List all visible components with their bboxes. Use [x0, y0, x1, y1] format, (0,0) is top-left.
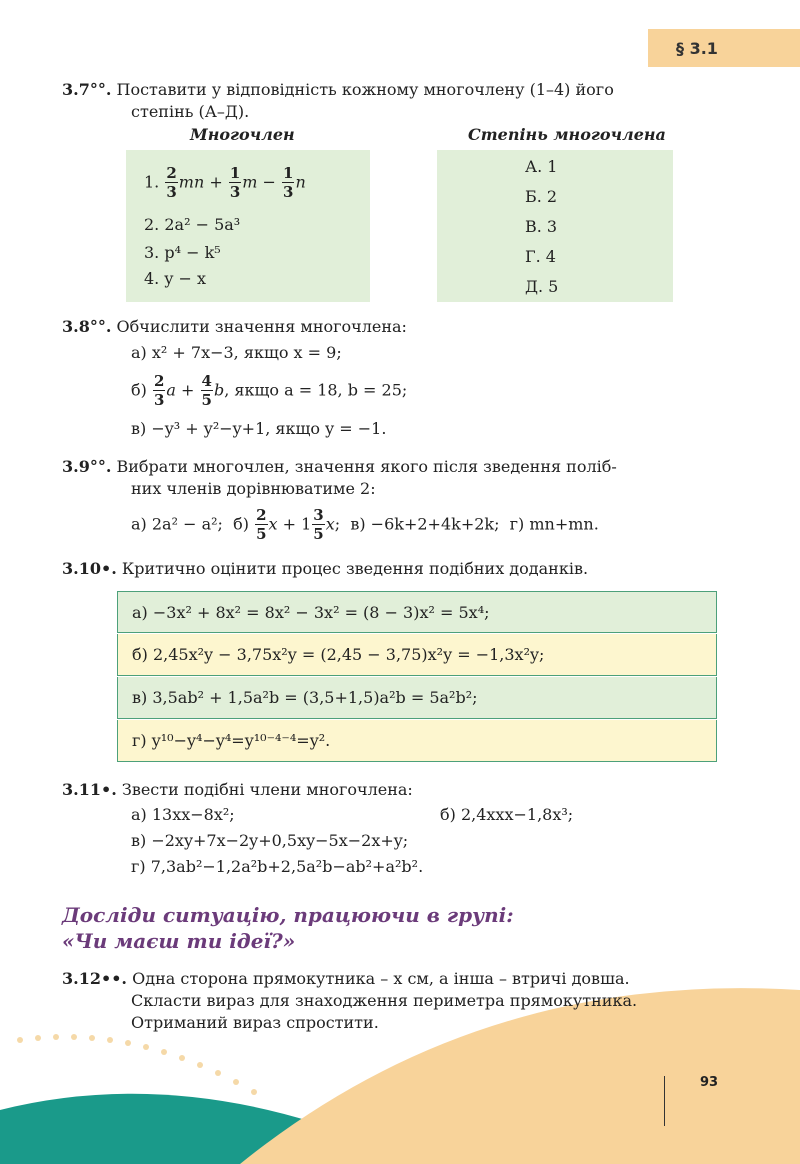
exercise-3-12-line3: Отриманий вираз спростити.	[131, 1013, 379, 1032]
exercise-3-8: 3.8°°. Обчислити значення многочлена:	[62, 317, 407, 336]
page-number-divider	[664, 1076, 665, 1126]
degree-box	[437, 150, 673, 302]
polynomial-item-3: 3. p⁴ − k⁵	[144, 243, 221, 262]
degree-option-a: А. 1	[525, 157, 558, 176]
exercise-text-cont: степінь (А–Д).	[131, 102, 250, 121]
exercise-3-8-b: б) $\frac{2}{3}$ a + $\frac{4}{5}$ b, якщо a = 18, b = 25;	[131, 372, 408, 409]
exercise-3-9-options: а) 2a² − a²; б) $\frac{2}{5}$ x + 1 $\frac{3}{5}$ x; в) −6k+2+4k+2k; г) mn+mn.	[131, 506, 599, 543]
exercise-3-10: 3.10•. Критично оцінити процес зведення подібних доданків.	[62, 559, 589, 578]
exercise-text: Поставити у відповідність кожному многочлену (1–4) його	[116, 80, 614, 99]
degree-option-e: Д. 5	[525, 277, 559, 296]
exercise-3-7	[62, 79, 614, 101]
section-tab: § 3.1	[648, 29, 800, 67]
evaluation-row-c: в) 3,5ab² + 1,5a²b = (3,5+1,5)a²b = 5a²b²;	[117, 677, 717, 719]
exercise-3-8-c: в) −y³ + y²−y+1, якщо y = −1.	[131, 419, 387, 438]
column-header-degree: Степінь многочлена	[468, 125, 666, 144]
degree-option-d: Г. 4	[525, 247, 556, 266]
exercise-3-11-c: в) −2xy+7x−2y+0,5xy−5x−2x+y;	[131, 831, 409, 850]
degree-option-b: Б. 2	[525, 187, 558, 206]
group-heading-line2: «Чи маєш ти ідеї?»	[62, 929, 296, 953]
evaluation-row-d: г) y¹⁰−y⁴−y⁴=y¹⁰⁻⁴⁻⁴=y².	[117, 720, 717, 762]
exercise-3-11-a: а) 13xx−8x²;	[131, 805, 235, 824]
page-number: 93	[700, 1075, 719, 1090]
polynomial-box	[126, 150, 370, 302]
degree-option-c: В. 3	[525, 217, 558, 236]
exercise-3-9: 3.9°°. Вибрати многочлен, значення якого після зведення поліб-	[62, 457, 617, 476]
exercise-3-11: 3.11•. Звести подібні члени многочлена:	[62, 780, 413, 799]
exercise-3-9-text-cont: них членів дорівнюватиме 2:	[131, 479, 376, 498]
exercise-3-12: 3.12••. Одна сторона прямокутника – x см, а інша – втричі довша.	[62, 969, 630, 988]
exercise-3-12-line2: Скласти вираз для знаходження периметра прямокутника.	[131, 991, 638, 1010]
polynomial-item-1: 1. $\frac{2}{3}$ mn + $\frac{1}{3}$ m − $\frac{1}{3}$ n	[144, 164, 306, 201]
exercise-3-8-a: а) x² + 7x−3, якщо x = 9;	[131, 343, 342, 362]
group-heading-line1: Досліди ситуацію, працюючи в групі:	[62, 903, 514, 927]
evaluation-row-b: б) 2,45x²y − 3,75x²y = (2,45 − 3,75)x²y = −1,3x²y;	[117, 634, 717, 676]
evaluation-row-a: а) −3x² + 8x² = 8x² − 3x² = (8 − 3)x² = 5x⁴;	[117, 591, 717, 633]
exercise-3-11-b: б) 2,4xxx−1,8x³;	[440, 805, 574, 824]
polynomial-item-2: 2. 2a² − 5a³	[144, 215, 241, 234]
column-header-polynomial: Многочлен	[190, 125, 295, 144]
exercise-3-11-d: г) 7,3ab²−1,2a²b+2,5a²b−ab²+a²b².	[131, 857, 424, 876]
polynomial-item-4: 4. y − x	[144, 269, 206, 288]
exercise-number: 3.7°°.	[62, 80, 112, 99]
